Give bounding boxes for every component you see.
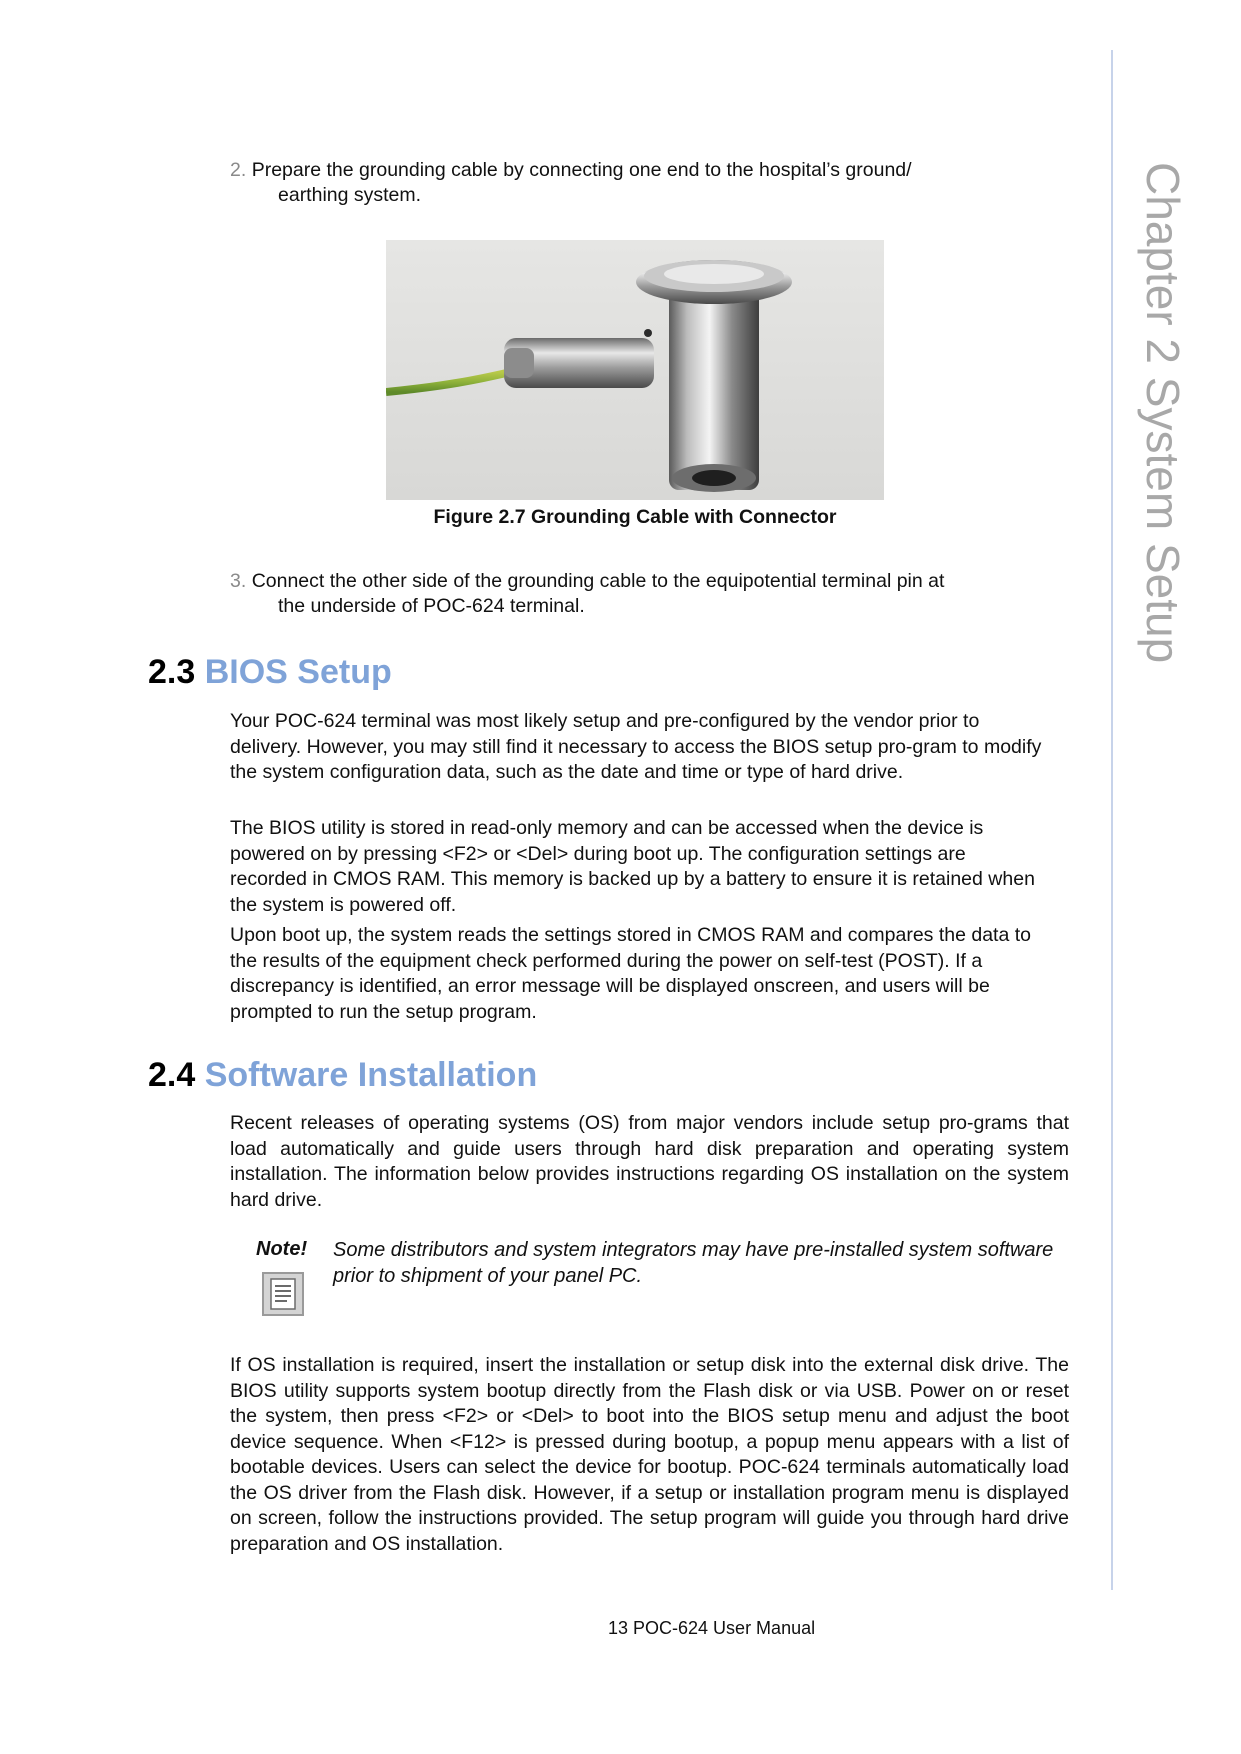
bios-paragraph-1: Your POC-624 terminal was most likely setup and pre-configured by the vendor prior to delivery. However, you may still find it necessary to access the BIOS setup pro-gram to modify the system configuration data, such as the date and time or type of hard drive. [230,710,1042,783]
section-2-3-heading [148,652,392,692]
note-label: Note! [256,1238,308,1260]
grounding-connector-image [386,240,884,500]
section-2-3-title: BIOS Setup [204,653,392,691]
note-text [333,1238,1058,1289]
figure-caption: Figure 2.7 Grounding Cable with Connector [433,506,837,528]
step-2-line1: Prepare the grounding cable by connecting one end to the hospital’s ground/ [251,159,912,181]
section-2-4-title: Software Installation [204,1056,538,1094]
step-3-line2: the underside of POC-624 terminal. [278,595,585,617]
page-footer: 13 POC-624 User Manual [608,1618,816,1638]
section-2-4-heading [148,1055,537,1095]
step-3 [230,569,1050,619]
step-3-line1: Connect the other side of the grounding cable to the equipotential terminal pin at [251,570,945,592]
note-document-icon [262,1272,304,1316]
section-2-4-number: 2.4 [148,1056,196,1094]
bios-paragraph-3: Upon boot up, the system reads the settings stored in CMOS RAM and compares the data to the results of the equipment check performed during the power on self-test (POST). If a discrepancy is identified, an error message will be displayed onscreen, and users will be prompted to run the setup program. [230,924,1031,1023]
section-2-3-number: 2.3 [148,653,196,691]
step-2 [230,158,1050,208]
sidebar-divider [1111,50,1113,1590]
grounding-cable-photo [386,240,884,500]
software-paragraph-2: If OS installation is required, insert the installation or setup disk into the external disk drive. The BIOS utility supports system bootup directly from the Flash disk or via USB. Power on or reset the system, then press <F2> or <Del> to boot into the BIOS setup menu and adjust the boot device sequence. When <F12> is pressed during bootup, a popup menu appears with a list of bootable devices. Users can select the device for bootup. POC-624 terminals automatically load the OS driver from the Flash disk. However, if a setup or installation program menu is displayed on screen, follow the instructions provided. The setup program will guide you through hard drive preparation and OS installation. [230,1354,1069,1555]
bios-paragraph-2: The BIOS utility is stored in read-only memory and can be accessed when the device is powered on by pressing <F2> or <Del> during boot up. The configuration settings are recorded in CMOS RAM. This memory is backed up by a battery to ensure it is retained when the system is powered off. [230,817,1035,916]
step-2-line2: earthing system. [278,184,422,206]
software-paragraph-1: Recent releases of operating systems (OS) from major vendors include setup pro-grams that load automatically and guide users through hard disk preparation and operating system installation. The information below provides instructions regarding OS installation on the system hard drive. [230,1112,1069,1211]
note-text-content: Some distributors and system integrators may have pre-installed system software prior to shipment of your panel PC. [333,1239,1054,1287]
chapter-tab-label: Chapter 2 System Setup [1137,162,1189,664]
step-2-number: 2. [230,159,247,181]
step-3-number: 3. [230,570,247,592]
